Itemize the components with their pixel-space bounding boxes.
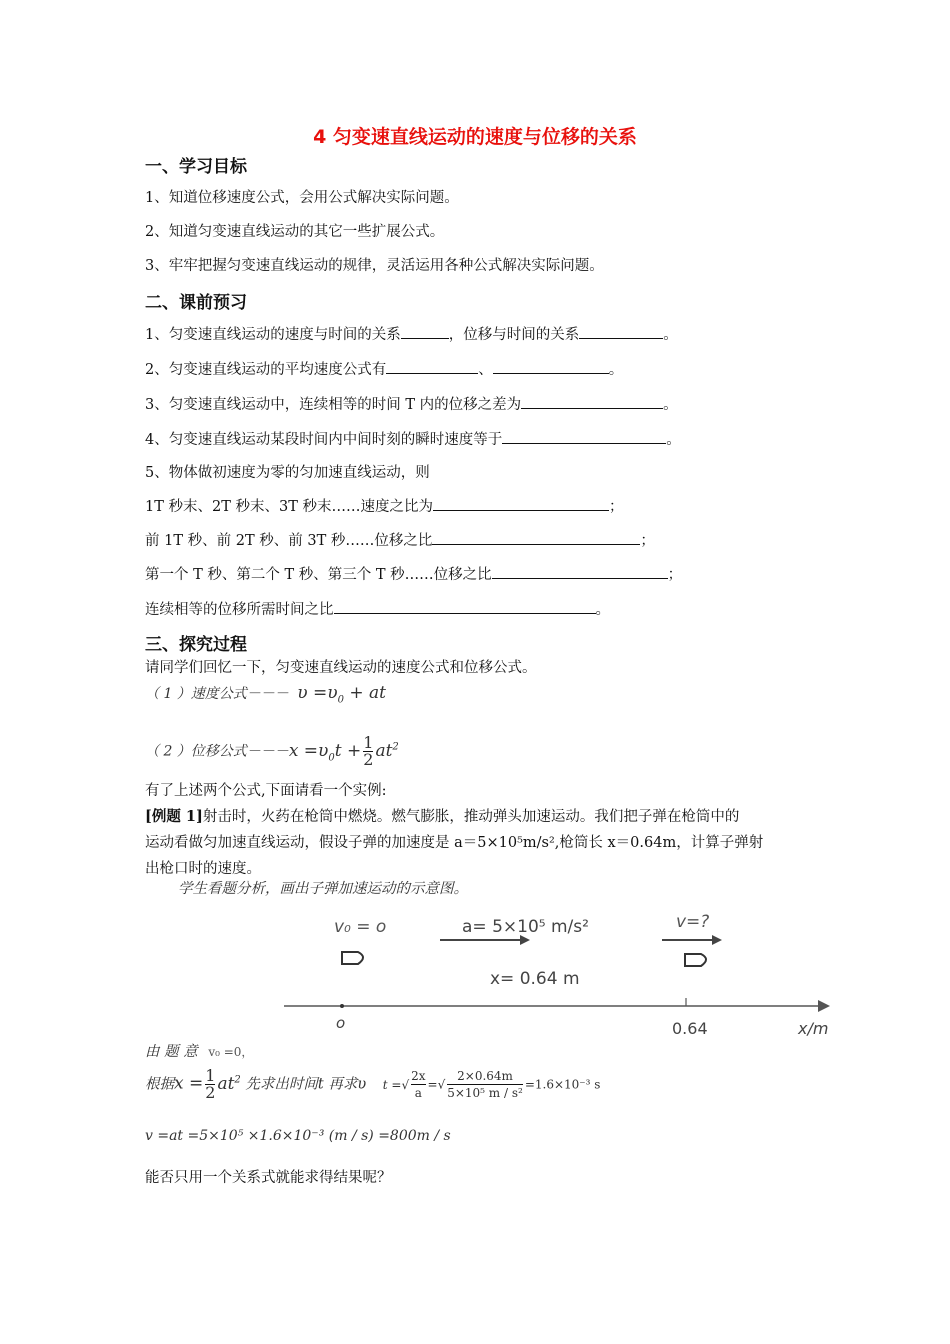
preview-q5b: 前 1T 秒、前 2T 秒、前 3T 秒……位移之比 ； [145,529,655,550]
preview-q1: 1、匀变速直线运动的速度与时间的关系 ，位移与时间的关系 。 [145,323,678,344]
answer-blank[interactable] [493,359,609,374]
section-heading-explore: 三、探究过程 [145,635,247,655]
given-line: 由 题 意 v₀ =0， [145,1044,254,1060]
bullet-end-icon [685,954,706,966]
answer-blank[interactable] [334,599,596,614]
answer-blank[interactable] [492,564,668,579]
goal-item: 2、知道匀变速直线运动的其它一些扩展公式。 [145,224,445,240]
preview-q5c: 第一个 T 秒、第二个 T 秒、第三个 T 秒……位移之比 ； [145,563,682,584]
answer-blank[interactable] [521,394,663,409]
after-formulas: 有了上述两个公式,下面请看一个实例: [145,783,387,799]
preview-q4: 4、匀变速直线运动某段时间内中间时刻的瞬时速度等于 。 [145,428,681,449]
v0-label: v₀ = o [334,917,387,937]
preview-q5: 5、物体做初速度为零的匀加速直线运动，则 [145,465,430,481]
axis-label: x/m [798,1019,829,1038]
preview-q3: 3、匀变速直线运动中，连续相等的时间 T 内的位移之差为 。 [145,393,678,414]
origin-label: o [336,1014,346,1032]
example-line-3: 出枪口时的速度。 [145,861,261,877]
explore-intro: 请同学们回忆一下，匀变速直线运动的速度公式和位移公式。 [145,660,537,676]
solution-time-line: 根据x = $\frac{1}{2}$ $at^2$ 先求出时间t 再求υ t =√ $\frac{2x}{a}$ =√ $\frac{2\times 0.64m}{\text{5×10⁵ m / s²}}$ =1.6×10⁻³ s [145,1066,601,1102]
answer-blank[interactable] [432,530,640,545]
v-label: v=? [676,912,710,932]
acceleration-label: a= 5×10⁵ m/s² [462,917,589,937]
goal-item: 3、牢牢把握匀变速直线运动的规律，灵活运用各种公式解决实际问题。 [145,258,604,274]
preview-q5a: 1T 秒末、2T 秒末、3T 秒末……速度之比为 ； [145,495,624,516]
example-line-2: 运动看做匀加速直线运动，假设子弹的加速度是 a＝5×10⁵m/s²,枪筒长 x＝0.64m，计算子弹射 [145,835,764,851]
preview-q2: 2、匀变速直线运动的平均速度公式有 、 。 [145,358,623,379]
end-label: 0.64 [672,1019,708,1038]
section-heading-goals: 一、学习目标 [145,157,247,177]
answer-blank[interactable] [386,359,478,374]
section-heading-preview: 二、课前预习 [145,293,247,313]
axis-arrow-icon [818,1000,830,1012]
bullet-motion-diagram [280,902,840,1047]
length-label: x= 0.64 m [490,969,580,989]
velocity-formula: （ 1 ）速度公式－－－ $\upsilon =\upsilon_0$ + at [145,683,386,706]
example-line-1: [例题 1]射击时，火药在枪筒中燃烧。燃气膨胀，推动弹头加速运动。我们把子弹在枪筒中的 [145,808,740,825]
page-title: 4 匀变速直线运动的速度与位移的关系 [313,126,637,148]
origin-dot [340,1004,344,1008]
answer-blank[interactable] [433,496,609,511]
answer-blank[interactable] [401,324,449,339]
goal-item: 1、知道位移速度公式，会用公式解决实际问题。 [145,190,459,206]
student-analysis: 学生看题分析，画出子弹加速运动的示意图。 [178,881,468,897]
preview-q5d: 连续相等的位移所需时间之比 。 [145,598,610,619]
answer-blank[interactable] [502,429,666,444]
arrow-head-icon [712,935,722,945]
solution-velocity-line: v =at =5×10⁵ ×1.6×10⁻³ (m / s) =800m / s [145,1128,451,1144]
closing-question: 能否只用一个关系式就能求得结果呢？ [145,1170,392,1186]
answer-blank[interactable] [579,324,663,339]
bullet-start-icon [342,952,363,964]
displacement-formula: （ 2 ）位移公式$---x =\upsilon_0t$ + $\frac{1}{2}$ $at^2$ [145,733,399,769]
